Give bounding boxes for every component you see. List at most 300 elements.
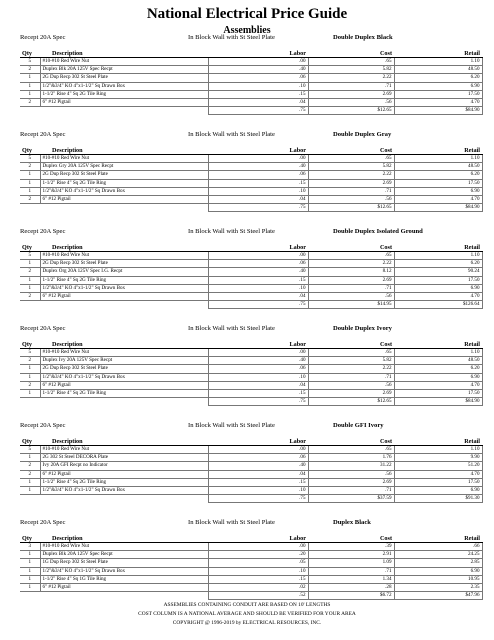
table-row: [20, 260, 482, 268]
row-qty: 1: [20, 187, 40, 195]
row-description: 6" #12 Pigtail: [40, 583, 208, 591]
row-retail: 6.90: [394, 187, 482, 195]
row-labor: .00: [208, 543, 308, 551]
row-description: 2G Dup Recp 302 St Steel Plate: [40, 365, 208, 373]
row-qty: 1: [20, 74, 40, 82]
table-row: [20, 292, 482, 300]
table-row: [20, 252, 482, 260]
col-labor-header: Labor: [208, 437, 308, 446]
col-description-header: Description: [40, 243, 208, 252]
row-labor: .15: [208, 389, 308, 397]
section-spec: Recept 20A Spec: [20, 519, 66, 526]
row-labor: .40: [208, 357, 308, 365]
row-retail: 6.90: [394, 82, 482, 90]
table-row: [20, 268, 482, 276]
table-row: [20, 470, 482, 478]
col-labor-header: Labor: [208, 340, 308, 349]
row-retail: 51.20: [394, 462, 482, 470]
row-cost: .65: [308, 58, 394, 66]
col-cost-header: Cost: [308, 243, 394, 252]
row-labor: .40: [208, 66, 308, 74]
section-spec: Recept 20A Spec: [20, 325, 66, 332]
col-qty-header: Qty: [20, 243, 40, 252]
row-description: 2G Dup Recp 302 St Steel Plate: [40, 171, 208, 179]
table-row: [20, 486, 482, 494]
row-labor: .06: [208, 365, 308, 373]
total-spacer: [20, 107, 40, 115]
col-description-header: Description: [40, 534, 208, 543]
total-row: [20, 495, 482, 503]
total-cost: $12.65: [308, 204, 394, 212]
row-cost: .71: [308, 187, 394, 195]
row-labor: .00: [208, 349, 308, 357]
items-table: [20, 243, 483, 309]
row-qty: 2: [20, 470, 40, 478]
row-qty: 2: [20, 268, 40, 276]
row-description: Duplex Blk 20A 125V Spec Recpt: [40, 66, 208, 74]
row-cost: .56: [308, 381, 394, 389]
row-retail: 90.24: [394, 268, 482, 276]
row-cost: 2.22: [308, 74, 394, 82]
section-header: [0, 321, 494, 333]
col-qty-header: Qty: [20, 340, 40, 349]
total-retail: $84.90: [394, 107, 482, 115]
row-labor: .04: [208, 98, 308, 106]
row-qty: 2: [20, 66, 40, 74]
row-labor: .00: [208, 252, 308, 260]
row-qty: 1: [20, 478, 40, 486]
items-table: [20, 437, 483, 503]
table-row: [20, 365, 482, 373]
row-labor: .10: [208, 373, 308, 381]
row-retail: 6.90: [394, 486, 482, 494]
table-row: [20, 357, 482, 365]
col-cost-header: Cost: [308, 534, 394, 543]
section-spec: Recept 20A Spec: [20, 228, 66, 235]
row-qty: 1: [20, 179, 40, 187]
row-description: 1-1/2" Rise 4" Sq 2G Tile Ring: [40, 478, 208, 486]
row-cost: 2.91: [308, 551, 394, 559]
col-description-header: Description: [40, 340, 208, 349]
table-row: [20, 583, 482, 591]
col-qty-header: Qty: [20, 146, 40, 155]
row-cost: 2.69: [308, 389, 394, 397]
section-install: In Block Wall with St Steel Plate: [188, 422, 275, 429]
row-cost: .71: [308, 284, 394, 292]
row-labor: .40: [208, 268, 308, 276]
col-retail-header: Retail: [394, 437, 482, 446]
row-cost: .65: [308, 252, 394, 260]
section-install: In Block Wall with St Steel Plate: [188, 131, 275, 138]
table-row: [20, 163, 482, 171]
row-cost: 5.82: [308, 357, 394, 365]
total-row: [20, 107, 482, 115]
total-cost: $12.65: [308, 398, 394, 406]
col-retail-header: Retail: [394, 146, 482, 155]
total-cost: $6.72: [308, 592, 394, 600]
row-labor: .15: [208, 478, 308, 486]
row-retail: 4.70: [394, 292, 482, 300]
section-assembly-name: Duplex Black: [333, 519, 371, 526]
row-cost: 31.22: [308, 462, 394, 470]
total-spacer: [40, 204, 208, 212]
items-table: [20, 534, 483, 600]
total-spacer: [20, 204, 40, 212]
total-spacer: [20, 301, 40, 309]
row-retail: 6.20: [394, 365, 482, 373]
table-row: [20, 74, 482, 82]
row-cost: 2.22: [308, 171, 394, 179]
row-retail: 10.95: [394, 575, 482, 583]
row-retail: 17.50: [394, 389, 482, 397]
row-qty: 1: [20, 575, 40, 583]
total-retail: $47.96: [394, 592, 482, 600]
row-cost: 2.22: [308, 365, 394, 373]
assembly-section: [0, 418, 494, 515]
row-description: 6" #12 Pigtail: [40, 292, 208, 300]
row-retail: 17.50: [394, 276, 482, 284]
row-qty: 1: [20, 260, 40, 268]
col-labor-header: Labor: [208, 146, 308, 155]
section-header: [0, 418, 494, 430]
table-row: [20, 195, 482, 203]
footer-note-cost: COST COLUMN IS A NATIONAL AVERAGE AND SHOULD BE VERIFIED FOR YOUR AREA: [138, 611, 356, 617]
col-cost-header: Cost: [308, 49, 394, 58]
row-qty: 2: [20, 292, 40, 300]
table-row: [20, 284, 482, 292]
row-qty: 1: [20, 90, 40, 98]
row-cost: .28: [308, 583, 394, 591]
row-cost: .39: [308, 543, 394, 551]
table-row: [20, 155, 482, 163]
section-install: In Block Wall with St Steel Plate: [188, 519, 275, 526]
row-cost: .71: [308, 567, 394, 575]
table-row: [20, 575, 482, 583]
table-row: [20, 187, 482, 195]
footer-note-conduit: ASSEMBLIES CONTAINING CONDUIT ARE BASED ON 10' LENGTHS: [163, 602, 331, 608]
row-cost: 1.34: [308, 575, 394, 583]
table-row: [20, 82, 482, 90]
row-labor: .20: [208, 551, 308, 559]
row-qty: 2: [20, 381, 40, 389]
col-cost-header: Cost: [308, 340, 394, 349]
row-labor: .10: [208, 486, 308, 494]
row-retail: 6.90: [394, 373, 482, 381]
section-spec: Recept 20A Spec: [20, 34, 66, 41]
row-qty: 1: [20, 551, 40, 559]
row-qty: 1: [20, 82, 40, 90]
total-spacer: [40, 107, 208, 115]
items-table: [20, 340, 483, 406]
row-description: #10-#10 Red Wire Nut: [40, 543, 208, 551]
row-description: 1G Dup Recp 302 St Steel Plate: [40, 559, 208, 567]
row-retail: 2.85: [394, 559, 482, 567]
row-description: 2G Dup Recp 302 St Steel Plate: [40, 260, 208, 268]
col-cost-header: Cost: [308, 437, 394, 446]
table-header-row: [20, 146, 482, 155]
row-description: Duplex Blk 20A 125V Spec Recpt: [40, 551, 208, 559]
total-cost: $14.95: [308, 301, 394, 309]
row-retail: 48.50: [394, 66, 482, 74]
col-labor-header: Labor: [208, 243, 308, 252]
row-description: Duplex Gry 20A 125V Spec Recpt: [40, 163, 208, 171]
row-retail: 4.70: [394, 98, 482, 106]
section-spec: Recept 20A Spec: [20, 131, 66, 138]
row-description: #10-#10 Red Wire Nut: [40, 58, 208, 66]
total-labor: .75: [208, 495, 308, 503]
page-subtitle: Assemblies: [223, 25, 271, 36]
row-cost: .65: [308, 349, 394, 357]
row-labor: .00: [208, 58, 308, 66]
row-description: Ivy 20A GFI Recpt no Indicator: [40, 462, 208, 470]
table-row: [20, 349, 482, 357]
row-description: #10-#10 Red Wire Nut: [40, 252, 208, 260]
table-row: [20, 373, 482, 381]
col-retail-header: Retail: [394, 243, 482, 252]
table-row: [20, 66, 482, 74]
row-qty: 5: [20, 446, 40, 454]
row-description: 1/2"&3/4" KO 4"x1-1/2" Sq Drawn Box: [40, 373, 208, 381]
row-qty: 1: [20, 583, 40, 591]
row-retail: 2.35: [394, 583, 482, 591]
row-cost: .71: [308, 82, 394, 90]
section-install: In Block Wall with St Steel Plate: [188, 228, 275, 235]
table-row: [20, 559, 482, 567]
col-labor-header: Labor: [208, 534, 308, 543]
row-retail: 6.20: [394, 74, 482, 82]
table-header-row: [20, 437, 482, 446]
row-cost: .56: [308, 195, 394, 203]
section-spec: Recept 20A Spec: [20, 422, 66, 429]
total-labor: .75: [208, 107, 308, 115]
row-cost: .56: [308, 470, 394, 478]
row-cost: .71: [308, 373, 394, 381]
col-description-header: Description: [40, 437, 208, 446]
row-labor: .04: [208, 292, 308, 300]
row-description: Duplex Org 20A 125V Spec I.G. Recpt: [40, 268, 208, 276]
row-labor: .04: [208, 381, 308, 389]
total-spacer: [40, 398, 208, 406]
items-table: [20, 49, 483, 115]
col-qty-header: Qty: [20, 534, 40, 543]
total-spacer: [20, 398, 40, 406]
row-labor: .00: [208, 155, 308, 163]
section-header: [0, 224, 494, 236]
section-header: [0, 30, 494, 42]
total-labor: .75: [208, 301, 308, 309]
table-header-row: [20, 243, 482, 252]
table-row: [20, 58, 482, 66]
total-cost: $12.65: [308, 107, 394, 115]
row-labor: .00: [208, 446, 308, 454]
row-cost: 1.09: [308, 559, 394, 567]
col-retail-header: Retail: [394, 49, 482, 58]
table-header-row: [20, 534, 482, 543]
row-qty: 1: [20, 373, 40, 381]
row-labor: .04: [208, 195, 308, 203]
table-row: [20, 90, 482, 98]
col-retail-header: Retail: [394, 534, 482, 543]
row-retail: .66: [394, 543, 482, 551]
row-qty: 2: [20, 462, 40, 470]
row-description: 6" #12 Pigtail: [40, 381, 208, 389]
assemblies-list: [0, 30, 494, 612]
row-description: 1/2"&3/4" KO 4"x1-1/2" Sq Drawn Box: [40, 187, 208, 195]
col-qty-header: Qty: [20, 437, 40, 446]
total-spacer: [40, 495, 208, 503]
row-retail: 24.25: [394, 551, 482, 559]
table-row: [20, 543, 482, 551]
assembly-section: [0, 127, 494, 224]
col-cost-header: Cost: [308, 146, 394, 155]
total-row: [20, 592, 482, 600]
table-row: [20, 446, 482, 454]
row-qty: 1: [20, 389, 40, 397]
row-retail: 1.10: [394, 58, 482, 66]
row-labor: .15: [208, 90, 308, 98]
row-labor: .06: [208, 454, 308, 462]
total-labor: .75: [208, 398, 308, 406]
row-qty: 2: [20, 98, 40, 106]
row-labor: .15: [208, 575, 308, 583]
row-qty: 1: [20, 567, 40, 575]
row-retail: 9.90: [394, 454, 482, 462]
row-description: 2G 302 St Steel DECORA Plate: [40, 454, 208, 462]
assembly-section: [0, 515, 494, 612]
table-row: [20, 381, 482, 389]
section-assembly-name: Double Duplex Ivory: [333, 325, 392, 332]
row-retail: 4.70: [394, 381, 482, 389]
total-spacer: [40, 592, 208, 600]
row-cost: 2.69: [308, 276, 394, 284]
row-labor: .10: [208, 567, 308, 575]
table-header-row: [20, 49, 482, 58]
row-retail: 6.90: [394, 284, 482, 292]
row-cost: 8.12: [308, 268, 394, 276]
items-table: [20, 146, 483, 212]
section-assembly-name: Double Duplex Isolated Ground: [333, 228, 423, 235]
row-qty: 5: [20, 252, 40, 260]
row-description: 1-1/2" Rise 4" Sq 2G Tile Ring: [40, 179, 208, 187]
total-spacer: [20, 495, 40, 503]
assembly-section: [0, 321, 494, 418]
row-retail: 4.70: [394, 195, 482, 203]
row-qty: 1: [20, 486, 40, 494]
row-description: 6" #12 Pigtail: [40, 195, 208, 203]
row-labor: .02: [208, 583, 308, 591]
row-description: 1/2"&3/4" KO 4"x1-1/2" Sq Drawn Box: [40, 567, 208, 575]
row-retail: 1.10: [394, 155, 482, 163]
row-qty: 2: [20, 195, 40, 203]
row-labor: .10: [208, 82, 308, 90]
row-description: #10-#10 Red Wire Nut: [40, 155, 208, 163]
total-cost: $37.59: [308, 495, 394, 503]
assembly-section: [0, 30, 494, 127]
table-row: [20, 567, 482, 575]
row-retail: 17.50: [394, 179, 482, 187]
row-description: 1/2"&3/4" KO 4"x1-1/2" Sq Drawn Box: [40, 82, 208, 90]
row-retail: 48.50: [394, 357, 482, 365]
row-qty: 5: [20, 155, 40, 163]
row-qty: 1: [20, 284, 40, 292]
section-header: [0, 127, 494, 139]
row-description: 1-1/2" Rise 4" Sq 1G Tile Ring: [40, 575, 208, 583]
row-description: 2G Dup Recp 302 St Steel Plate: [40, 74, 208, 82]
row-cost: 1.76: [308, 454, 394, 462]
row-cost: 5.82: [308, 66, 394, 74]
row-qty: 1: [20, 276, 40, 284]
table-header-row: [20, 340, 482, 349]
col-retail-header: Retail: [394, 340, 482, 349]
row-description: 1/2"&3/4" KO 4"x1-1/2" Sq Drawn Box: [40, 284, 208, 292]
row-labor: .40: [208, 462, 308, 470]
row-cost: .71: [308, 486, 394, 494]
row-description: 1-1/2" Rise 4" Sq 2G Tile Ring: [40, 389, 208, 397]
row-qty: 1: [20, 559, 40, 567]
col-labor-header: Labor: [208, 49, 308, 58]
row-qty: 3: [20, 543, 40, 551]
row-retail: 6.90: [394, 567, 482, 575]
row-labor: .06: [208, 260, 308, 268]
row-description: Duplex Ivy 20A 125V Spec Recpt: [40, 357, 208, 365]
table-row: [20, 478, 482, 486]
row-description: #10-#10 Red Wire Nut: [40, 446, 208, 454]
row-qty: 1: [20, 365, 40, 373]
row-description: #10-#10 Red Wire Nut: [40, 349, 208, 357]
row-description: 6" #12 Pigtail: [40, 98, 208, 106]
row-cost: .65: [308, 155, 394, 163]
section-install: In Block Wall with St Steel Plate: [188, 34, 275, 41]
row-retail: 1.10: [394, 446, 482, 454]
row-retail: 17.50: [394, 90, 482, 98]
row-cost: 2.69: [308, 90, 394, 98]
row-retail: 6.20: [394, 260, 482, 268]
table-row: [20, 98, 482, 106]
row-cost: 5.82: [308, 163, 394, 171]
row-labor: .40: [208, 163, 308, 171]
table-row: [20, 389, 482, 397]
col-qty-header: Qty: [20, 49, 40, 58]
row-retail: 48.50: [394, 163, 482, 171]
row-retail: 1.10: [394, 252, 482, 260]
total-retail: $84.90: [394, 398, 482, 406]
row-qty: 5: [20, 349, 40, 357]
total-row: [20, 398, 482, 406]
row-retail: 17.50: [394, 478, 482, 486]
total-row: [20, 301, 482, 309]
section-header: [0, 515, 494, 527]
row-labor: .15: [208, 276, 308, 284]
table-row: [20, 276, 482, 284]
table-row: [20, 454, 482, 462]
table-row: [20, 551, 482, 559]
row-cost: 2.69: [308, 478, 394, 486]
footer-copyright: COPYRIGHT @ 1996-2019 by ELECTRICAL RESOURCES, INC.: [172, 620, 322, 626]
row-cost: .65: [308, 446, 394, 454]
row-qty: 2: [20, 357, 40, 365]
row-labor: .06: [208, 74, 308, 82]
row-qty: 5: [20, 58, 40, 66]
assembly-section: [0, 224, 494, 321]
row-cost: .56: [308, 98, 394, 106]
row-description: 1-1/2" Rise 4" Sq 2G Tile Ring: [40, 90, 208, 98]
row-retail: 4.70: [394, 470, 482, 478]
row-labor: .10: [208, 187, 308, 195]
table-row: [20, 462, 482, 470]
row-retail: 6.20: [394, 171, 482, 179]
total-spacer: [40, 301, 208, 309]
total-retail: $84.90: [394, 204, 482, 212]
